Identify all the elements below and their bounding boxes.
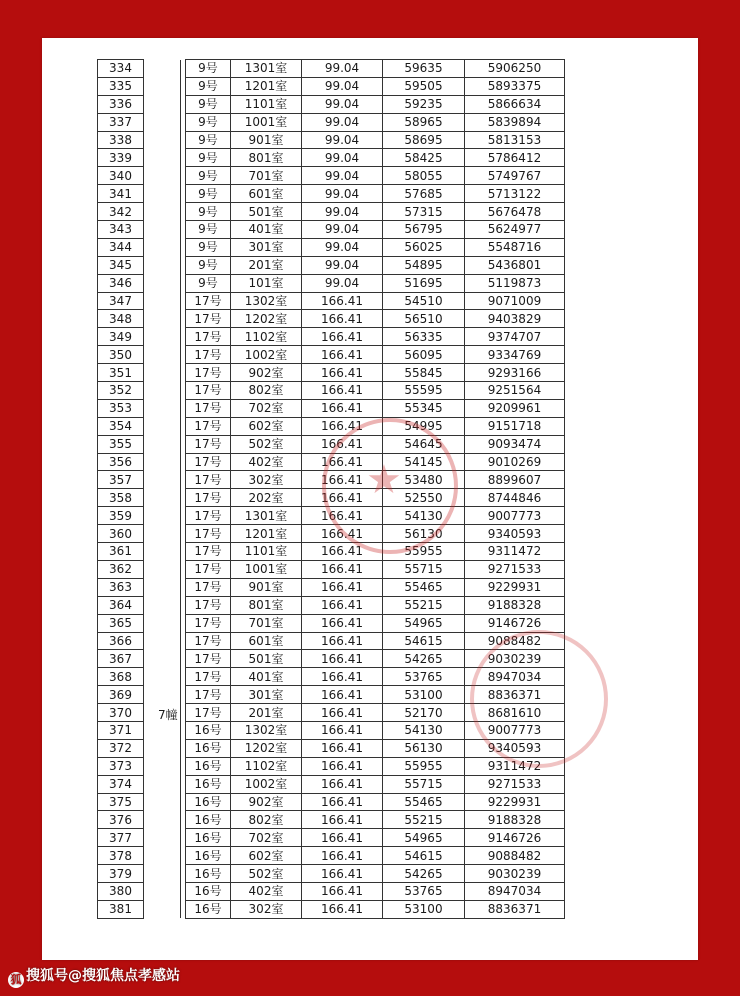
unit-price-cell: 58055 xyxy=(383,167,465,185)
building-cell: 16号 xyxy=(186,775,231,793)
unit-price-cell: 55845 xyxy=(383,364,465,382)
total-price-cell: 9088482 xyxy=(465,632,565,650)
row-number-cell: 341 xyxy=(98,185,144,203)
total-price-cell: 5866634 xyxy=(465,95,565,113)
room-cell: 302室 xyxy=(231,471,302,489)
area-cell: 166.41 xyxy=(302,507,383,525)
area-cell: 166.41 xyxy=(302,435,383,453)
total-price-cell: 8836371 xyxy=(465,900,565,918)
area-cell: 166.41 xyxy=(302,686,383,704)
total-price-cell: 9209961 xyxy=(465,399,565,417)
row-number-cell: 350 xyxy=(98,346,144,364)
total-price-cell: 5813153 xyxy=(465,131,565,149)
row-number-cell: 334 xyxy=(98,60,144,78)
building-cell: 17号 xyxy=(186,489,231,507)
room-cell: 601室 xyxy=(231,632,302,650)
total-price-cell: 9293166 xyxy=(465,364,565,382)
unit-price-cell: 53100 xyxy=(383,686,465,704)
room-cell: 802室 xyxy=(231,811,302,829)
total-price-cell: 5906250 xyxy=(465,60,565,78)
room-cell: 201室 xyxy=(231,256,302,274)
unit-price-cell: 59505 xyxy=(383,77,465,95)
total-price-cell: 9151718 xyxy=(465,417,565,435)
row-number-cell: 347 xyxy=(98,292,144,310)
area-cell: 166.41 xyxy=(302,668,383,686)
seal-star-icon: ★ xyxy=(366,457,402,503)
total-price-cell: 9146726 xyxy=(465,614,565,632)
row-number-cell: 351 xyxy=(98,364,144,382)
total-price-cell: 5839894 xyxy=(465,113,565,131)
room-cell: 502室 xyxy=(231,435,302,453)
total-price-cell: 5749767 xyxy=(465,167,565,185)
building-cell: 9号 xyxy=(186,60,231,78)
unit-price-cell: 53480 xyxy=(383,471,465,489)
building-group-cell xyxy=(144,60,181,919)
room-cell: 602室 xyxy=(231,847,302,865)
building-cell: 16号 xyxy=(186,757,231,775)
area-cell: 166.41 xyxy=(302,793,383,811)
building-cell: 9号 xyxy=(186,131,231,149)
room-cell: 301室 xyxy=(231,238,302,256)
total-price-cell: 9071009 xyxy=(465,292,565,310)
unit-price-cell: 56130 xyxy=(383,525,465,543)
unit-price-cell: 55595 xyxy=(383,382,465,400)
room-cell: 1202室 xyxy=(231,739,302,757)
total-price-cell: 9251564 xyxy=(465,382,565,400)
room-cell: 502室 xyxy=(231,865,302,883)
unit-price-cell: 54615 xyxy=(383,847,465,865)
unit-price-cell: 54265 xyxy=(383,865,465,883)
room-cell: 1002室 xyxy=(231,775,302,793)
unit-price-cell: 56025 xyxy=(383,238,465,256)
unit-price-cell: 55465 xyxy=(383,793,465,811)
total-price-cell: 9010269 xyxy=(465,453,565,471)
area-cell: 99.04 xyxy=(302,185,383,203)
room-cell: 301室 xyxy=(231,686,302,704)
row-number-cell: 359 xyxy=(98,507,144,525)
row-number-cell: 349 xyxy=(98,328,144,346)
building-cell: 17号 xyxy=(186,596,231,614)
total-price-cell: 9271533 xyxy=(465,775,565,793)
area-cell: 166.41 xyxy=(302,382,383,400)
building-cell: 9号 xyxy=(186,274,231,292)
unit-price-cell: 59635 xyxy=(383,60,465,78)
total-price-cell: 9374707 xyxy=(465,328,565,346)
building-cell: 17号 xyxy=(186,471,231,489)
row-number-cell: 336 xyxy=(98,95,144,113)
room-cell: 702室 xyxy=(231,399,302,417)
area-cell: 166.41 xyxy=(302,650,383,668)
building-cell: 17号 xyxy=(186,650,231,668)
area-cell: 166.41 xyxy=(302,292,383,310)
row-number-cell: 366 xyxy=(98,632,144,650)
unit-price-cell: 57315 xyxy=(383,203,465,221)
building-cell: 16号 xyxy=(186,793,231,811)
building-cell: 9号 xyxy=(186,203,231,221)
room-cell: 801室 xyxy=(231,149,302,167)
row-number-cell: 370 xyxy=(98,704,144,722)
row-number-cell: 346 xyxy=(98,274,144,292)
unit-price-cell: 54995 xyxy=(383,417,465,435)
building-cell: 16号 xyxy=(186,847,231,865)
unit-price-cell: 55955 xyxy=(383,757,465,775)
row-number-cell: 340 xyxy=(98,167,144,185)
total-price-cell: 8681610 xyxy=(465,704,565,722)
row-number-cell: 360 xyxy=(98,525,144,543)
building-cell: 16号 xyxy=(186,739,231,757)
row-number-cell: 364 xyxy=(98,596,144,614)
building-cell: 9号 xyxy=(186,167,231,185)
row-number-cell: 373 xyxy=(98,757,144,775)
room-cell: 1302室 xyxy=(231,292,302,310)
area-cell: 166.41 xyxy=(302,453,383,471)
row-number-cell: 338 xyxy=(98,131,144,149)
building-cell: 17号 xyxy=(186,704,231,722)
area-cell: 166.41 xyxy=(302,614,383,632)
building-cell: 9号 xyxy=(186,256,231,274)
row-number-cell: 372 xyxy=(98,739,144,757)
room-cell: 302室 xyxy=(231,900,302,918)
room-cell: 902室 xyxy=(231,793,302,811)
room-cell: 601室 xyxy=(231,185,302,203)
building-cell: 17号 xyxy=(186,399,231,417)
row-number-cell: 379 xyxy=(98,865,144,883)
building-cell: 9号 xyxy=(186,77,231,95)
total-price-cell: 9188328 xyxy=(465,811,565,829)
room-cell: 902室 xyxy=(231,364,302,382)
room-cell: 202室 xyxy=(231,489,302,507)
row-number-cell: 376 xyxy=(98,811,144,829)
unit-price-cell: 58695 xyxy=(383,131,465,149)
unit-price-cell: 55955 xyxy=(383,543,465,561)
total-price-cell: 9088482 xyxy=(465,847,565,865)
room-cell: 1202室 xyxy=(231,310,302,328)
total-price-cell: 9007773 xyxy=(465,721,565,739)
row-number-cell: 354 xyxy=(98,417,144,435)
area-cell: 99.04 xyxy=(302,221,383,239)
total-price-cell: 9334769 xyxy=(465,346,565,364)
building-cell: 16号 xyxy=(186,721,231,739)
room-cell: 1302室 xyxy=(231,721,302,739)
unit-price-cell: 54965 xyxy=(383,829,465,847)
area-cell: 166.41 xyxy=(302,399,383,417)
row-number-cell: 342 xyxy=(98,203,144,221)
area-cell: 166.41 xyxy=(302,328,383,346)
row-number-cell: 361 xyxy=(98,543,144,561)
row-number-cell: 355 xyxy=(98,435,144,453)
row-number-cell: 343 xyxy=(98,221,144,239)
area-cell: 166.41 xyxy=(302,721,383,739)
unit-price-cell: 55215 xyxy=(383,596,465,614)
total-price-cell: 5893375 xyxy=(465,77,565,95)
room-cell: 901室 xyxy=(231,578,302,596)
room-cell: 402室 xyxy=(231,453,302,471)
room-cell: 1102室 xyxy=(231,757,302,775)
total-price-cell: 5676478 xyxy=(465,203,565,221)
total-price-cell: 9311472 xyxy=(465,757,565,775)
room-cell: 1201室 xyxy=(231,525,302,543)
unit-price-cell: 54265 xyxy=(383,650,465,668)
row-number-cell: 344 xyxy=(98,238,144,256)
unit-price-cell: 56095 xyxy=(383,346,465,364)
unit-price-cell: 55715 xyxy=(383,560,465,578)
area-cell: 99.04 xyxy=(302,77,383,95)
area-cell: 99.04 xyxy=(302,95,383,113)
area-cell: 166.41 xyxy=(302,865,383,883)
room-cell: 501室 xyxy=(231,203,302,221)
watermark-text: 搜狐号@搜狐焦点孝感站 xyxy=(26,968,180,984)
area-cell: 166.41 xyxy=(302,560,383,578)
row-number-cell: 363 xyxy=(98,578,144,596)
row-number-cell: 335 xyxy=(98,77,144,95)
building-cell: 17号 xyxy=(186,292,231,310)
unit-price-cell: 54145 xyxy=(383,453,465,471)
total-price-cell: 9030239 xyxy=(465,650,565,668)
room-cell: 1002室 xyxy=(231,346,302,364)
table-row xyxy=(98,60,565,78)
building-cell: 17号 xyxy=(186,382,231,400)
unit-price-cell: 56130 xyxy=(383,739,465,757)
room-cell: 1201室 xyxy=(231,77,302,95)
sohu-logo-icon: 狐 xyxy=(8,972,24,988)
room-cell: 501室 xyxy=(231,650,302,668)
area-cell: 166.41 xyxy=(302,739,383,757)
building-cell: 17号 xyxy=(186,507,231,525)
area-cell: 166.41 xyxy=(302,417,383,435)
total-price-cell: 9030239 xyxy=(465,865,565,883)
total-price-cell: 9229931 xyxy=(465,578,565,596)
area-cell: 99.04 xyxy=(302,274,383,292)
area-cell: 99.04 xyxy=(302,113,383,131)
unit-price-cell: 58965 xyxy=(383,113,465,131)
row-number-cell: 375 xyxy=(98,793,144,811)
building-cell: 17号 xyxy=(186,614,231,632)
room-cell: 1001室 xyxy=(231,560,302,578)
unit-price-cell: 54645 xyxy=(383,435,465,453)
building-cell: 9号 xyxy=(186,238,231,256)
area-cell: 99.04 xyxy=(302,167,383,185)
area-cell: 166.41 xyxy=(302,900,383,918)
room-cell: 802室 xyxy=(231,382,302,400)
room-cell: 402室 xyxy=(231,882,302,900)
total-price-cell: 8947034 xyxy=(465,668,565,686)
row-number-cell: 362 xyxy=(98,560,144,578)
unit-price-cell: 54510 xyxy=(383,292,465,310)
area-cell: 166.41 xyxy=(302,775,383,793)
unit-price-cell: 55215 xyxy=(383,811,465,829)
area-cell: 166.41 xyxy=(302,310,383,328)
unit-price-cell: 52170 xyxy=(383,704,465,722)
building-group-label: 7幢 xyxy=(158,707,178,722)
row-number-cell: 352 xyxy=(98,382,144,400)
row-number-cell: 365 xyxy=(98,614,144,632)
building-cell: 17号 xyxy=(186,668,231,686)
building-cell: 9号 xyxy=(186,149,231,167)
row-number-cell: 380 xyxy=(98,882,144,900)
row-number-cell: 381 xyxy=(98,900,144,918)
area-cell: 166.41 xyxy=(302,882,383,900)
unit-price-cell: 54895 xyxy=(383,256,465,274)
area-cell: 99.04 xyxy=(302,60,383,78)
unit-price-cell: 54130 xyxy=(383,721,465,739)
total-price-cell: 9146726 xyxy=(465,829,565,847)
room-cell: 702室 xyxy=(231,829,302,847)
row-number-cell: 358 xyxy=(98,489,144,507)
unit-price-cell: 57685 xyxy=(383,185,465,203)
total-price-cell: 5713122 xyxy=(465,185,565,203)
room-cell: 401室 xyxy=(231,221,302,239)
area-cell: 166.41 xyxy=(302,543,383,561)
area-cell: 99.04 xyxy=(302,131,383,149)
total-price-cell: 9340593 xyxy=(465,525,565,543)
area-cell: 166.41 xyxy=(302,346,383,364)
total-price-cell: 9271533 xyxy=(465,560,565,578)
row-number-cell: 345 xyxy=(98,256,144,274)
building-cell: 17号 xyxy=(186,364,231,382)
room-cell: 201室 xyxy=(231,704,302,722)
unit-price-cell: 52550 xyxy=(383,489,465,507)
unit-price-cell: 55465 xyxy=(383,578,465,596)
building-cell: 17号 xyxy=(186,328,231,346)
total-price-cell: 9229931 xyxy=(465,793,565,811)
row-number-cell: 377 xyxy=(98,829,144,847)
building-cell: 17号 xyxy=(186,310,231,328)
room-cell: 1102室 xyxy=(231,328,302,346)
total-price-cell: 9311472 xyxy=(465,543,565,561)
unit-price-cell: 58425 xyxy=(383,149,465,167)
row-number-cell: 369 xyxy=(98,686,144,704)
row-number-cell: 357 xyxy=(98,471,144,489)
area-cell: 166.41 xyxy=(302,489,383,507)
total-price-cell: 5786412 xyxy=(465,149,565,167)
area-cell: 99.04 xyxy=(302,149,383,167)
building-cell: 9号 xyxy=(186,113,231,131)
unit-price-cell: 54130 xyxy=(383,507,465,525)
total-price-cell: 9340593 xyxy=(465,739,565,757)
price-table xyxy=(97,59,565,919)
area-cell: 99.04 xyxy=(302,203,383,221)
room-cell: 801室 xyxy=(231,596,302,614)
total-price-cell: 5119873 xyxy=(465,274,565,292)
unit-price-cell: 59235 xyxy=(383,95,465,113)
total-price-cell: 8744846 xyxy=(465,489,565,507)
building-cell: 9号 xyxy=(186,185,231,203)
building-cell: 17号 xyxy=(186,578,231,596)
price-table-body xyxy=(98,60,565,919)
room-cell: 1301室 xyxy=(231,60,302,78)
building-cell: 17号 xyxy=(186,632,231,650)
unit-price-cell: 53765 xyxy=(383,882,465,900)
total-price-cell: 8947034 xyxy=(465,882,565,900)
area-cell: 166.41 xyxy=(302,704,383,722)
room-cell: 602室 xyxy=(231,417,302,435)
source-watermark xyxy=(8,965,180,988)
row-number-cell: 374 xyxy=(98,775,144,793)
building-cell: 16号 xyxy=(186,882,231,900)
area-cell: 166.41 xyxy=(302,471,383,489)
area-cell: 99.04 xyxy=(302,256,383,274)
building-cell: 16号 xyxy=(186,829,231,847)
area-cell: 166.41 xyxy=(302,811,383,829)
total-price-cell: 9188328 xyxy=(465,596,565,614)
area-cell: 166.41 xyxy=(302,578,383,596)
unit-price-cell: 56335 xyxy=(383,328,465,346)
area-cell: 166.41 xyxy=(302,596,383,614)
row-number-cell: 339 xyxy=(98,149,144,167)
room-cell: 101室 xyxy=(231,274,302,292)
total-price-cell: 5548716 xyxy=(465,238,565,256)
row-number-cell: 371 xyxy=(98,721,144,739)
building-cell: 17号 xyxy=(186,417,231,435)
total-price-cell: 9093474 xyxy=(465,435,565,453)
building-cell: 9号 xyxy=(186,221,231,239)
building-cell: 17号 xyxy=(186,435,231,453)
building-cell: 17号 xyxy=(186,346,231,364)
room-cell: 701室 xyxy=(231,614,302,632)
building-cell: 17号 xyxy=(186,686,231,704)
unit-price-cell: 54965 xyxy=(383,614,465,632)
area-cell: 166.41 xyxy=(302,632,383,650)
building-cell: 16号 xyxy=(186,865,231,883)
total-price-cell: 9007773 xyxy=(465,507,565,525)
total-price-cell: 5436801 xyxy=(465,256,565,274)
room-cell: 1101室 xyxy=(231,543,302,561)
building-cell: 17号 xyxy=(186,525,231,543)
row-number-cell: 353 xyxy=(98,399,144,417)
unit-price-cell: 53765 xyxy=(383,668,465,686)
area-cell: 166.41 xyxy=(302,364,383,382)
room-cell: 701室 xyxy=(231,167,302,185)
area-cell: 99.04 xyxy=(302,238,383,256)
unit-price-cell: 51695 xyxy=(383,274,465,292)
room-cell: 901室 xyxy=(231,131,302,149)
total-price-cell: 8899607 xyxy=(465,471,565,489)
row-number-cell: 367 xyxy=(98,650,144,668)
room-cell: 1101室 xyxy=(231,95,302,113)
room-cell: 401室 xyxy=(231,668,302,686)
area-cell: 166.41 xyxy=(302,829,383,847)
building-cell: 17号 xyxy=(186,543,231,561)
room-cell: 1301室 xyxy=(231,507,302,525)
room-cell: 1001室 xyxy=(231,113,302,131)
total-price-cell: 8836371 xyxy=(465,686,565,704)
building-cell: 17号 xyxy=(186,453,231,471)
total-price-cell: 9403829 xyxy=(465,310,565,328)
unit-price-cell: 55345 xyxy=(383,399,465,417)
row-number-cell: 337 xyxy=(98,113,144,131)
unit-price-cell: 56510 xyxy=(383,310,465,328)
area-cell: 166.41 xyxy=(302,847,383,865)
building-cell: 16号 xyxy=(186,900,231,918)
building-cell: 9号 xyxy=(186,95,231,113)
building-cell: 16号 xyxy=(186,811,231,829)
row-number-cell: 378 xyxy=(98,847,144,865)
unit-price-cell: 56795 xyxy=(383,221,465,239)
unit-price-cell: 55715 xyxy=(383,775,465,793)
area-cell: 166.41 xyxy=(302,525,383,543)
total-price-cell: 5624977 xyxy=(465,221,565,239)
row-number-cell: 368 xyxy=(98,668,144,686)
unit-price-cell: 53100 xyxy=(383,900,465,918)
row-number-cell: 348 xyxy=(98,310,144,328)
unit-price-cell: 54615 xyxy=(383,632,465,650)
row-number-cell: 356 xyxy=(98,453,144,471)
building-cell: 17号 xyxy=(186,560,231,578)
area-cell: 166.41 xyxy=(302,757,383,775)
